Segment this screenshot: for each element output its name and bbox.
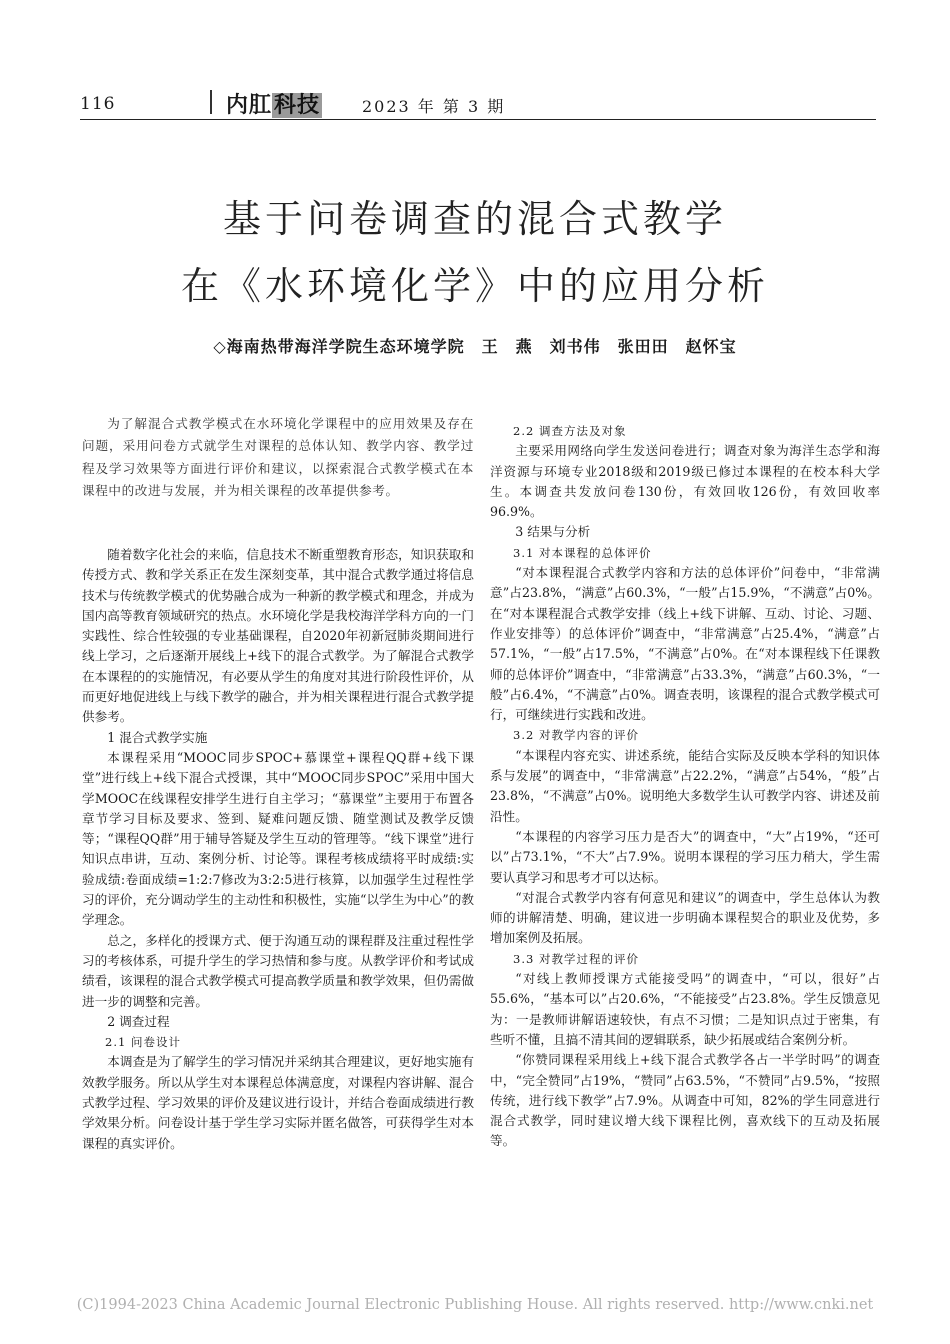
paragraph: “对本课程混合式教学内容和方法的总体评价”问卷中，“非常满意”占23.8%，“满意”占60.3%，“一般”占15.9%，“不满意”占0%。在“对本课程混合式教学安排（线上+线下讲解、互动、讨论、习题、作业安排等）的总体评价”调查中，“非常满意”占25.4%，“满意”占57.1%，“一般”占17.5%，“不满意”占0%。在“对本课程线下任课教师的总体评价”调查中，“非常满意”占33.3%，“满意”占60.3%，“一般”占6.4%，“不满意”占0%。调查表明，该课程的混合式教学模式可行，可继续进行实践和改进。 xyxy=(490,565,880,723)
header-rule xyxy=(80,119,876,121)
subsection-heading-3-1: 3.1 对本课程的总体评价 xyxy=(513,545,652,560)
paragraph: “本课程的内容学习压力是否大”的调查中，“大”占19%，“还可以”占73.1%，“不大”占7.9%。说明本课程的学习压力稍大，学生需要认真学习和思考才可以达标。 xyxy=(490,828,880,885)
subsection-heading-3-2: 3.2 对教学内容的评价 xyxy=(513,728,639,743)
section-heading-3: 3 结果与分析 xyxy=(515,524,591,540)
paragraph: “对线上教师授课方式能接受吗”的调查中，“可以，很好”占55.6%，“基本可以”占20.6%，“不能接受”占23.8%。学生反馈意见为：一是教师讲解语速较快，有点不习惯；二是知识点过于密集，有些听不懂，且搞不清其间的逻辑联系，缺少拓展或结合案例分析。 xyxy=(490,971,880,1047)
journal-issue: 2023 年 第 3 期 xyxy=(362,97,506,116)
section-heading-2: 2 调查过程 xyxy=(107,1013,170,1029)
journal-logo xyxy=(226,88,322,119)
journal-logo-right: 科技 xyxy=(274,93,321,118)
paragraph: “你赞同课程采用线上+线下混合式教学各占一半学时吗”的调查中，“完全赞同”占19%，“赞同”占63.5%，“不赞同”占9.5%，“按照传统，进行线下教学”占7.9%。从调查中可知，82%的学生同意进行混合式教学，同时建议增大线下课程比例，喜欢线下的互动及拓展等。 xyxy=(490,1052,880,1149)
copyright-watermark: (C)1994-2023 China Academic Journal Electronic Publishing House. All rights reserved. http://www.cnki.net xyxy=(76,1297,874,1313)
paragraph: 主要采用网络向学生发送问卷进行；调查对象为海洋生态学和海洋资源与环境专业2018级和2019级已修过本课程的在校本科大学生。本调查共发放问卷130份，有效回收126份，有效回收率96.9%。 xyxy=(490,443,880,520)
page-number: 116 xyxy=(80,94,116,114)
header-separator xyxy=(210,90,212,114)
paragraph: 本调查是为了解学生的学习情况并采纳其合理建议，更好地实施有效教学服务。所以从学生对本课程总体满意度，对课程内容讲解、混合式教学过程、学习效果的评价及建议进行设计，并结合卷面成绩进行教学效果分析。问卷设计基于学生学习实际并匿名做答，可获得学生对本课程的真实评价。 xyxy=(82,1054,474,1151)
journal-logo-left: 内肛 xyxy=(226,93,273,118)
subsection-heading-3-3: 3.3 对教学过程的评价 xyxy=(513,951,639,966)
subsection-heading-2-1: 2.1 问卷设计 xyxy=(105,1035,181,1050)
subsection-heading-2-2: 2.2 调查方法及对象 xyxy=(513,424,627,438)
article-title-line-1: 基于问卷调查的混合式教学 xyxy=(222,197,727,241)
paragraph: “对混合式教学内容有何意见和建议”的调查中，学生总体认为教师的讲解清楚、明确，建议进一步明确本课程契合的职业及优势，多增加案例及拓展。 xyxy=(490,889,880,946)
paragraph: “本课程内容充实、讲述系统，能结合实际及反映本学科的知识体系与发展”的调查中，“非常满意”占22.2%，“满意”占54%，“般”占23.8%，“不满意”占0%。说明绝大多数学生认可教学内容、讲述及前沿性。 xyxy=(490,747,880,824)
paragraph: 本课程采用“MOOC同步SPOC+慕课堂+课程QQ群+线下课堂”进行线上+线下混合式授课，其中“MOOC同步SPOC”采用中国大学MOOC在线课程安排学生进行自主学习；“慕课堂”主要用于布置各章节学习目标及要求、签到、疑难问题反馈、随堂测试及教学反馈等；“课程QQ群”用于辅导答疑及学生互动的管理等。“线下课堂”进行知识点串讲，互动、案例分析、讨论等。课程考核成绩将平时成绩:实验成绩:卷面成绩=1:2:7修改为3:2:5进行核算，以加强学生过程性学习的评价，充分调动学生的主动性和积极性，实施“以学生为中心”的教学理念。 xyxy=(82,749,474,928)
section-heading-1: 1 混合式教学实施 xyxy=(107,729,208,745)
left-column xyxy=(82,545,474,1154)
abstract: 为了解混合式教学模式在水环境化学课程中的应用效果及存在问题，采用问卷方式就学生对课程的总体认知、教学内容、教学过程及学习效果等方面进行评价和建议，以探索混合式教学模式在本课程中的改进与发展，并为相关课程的改革提供参考。 xyxy=(82,416,474,499)
paragraph: 总之，多样化的授课方式、便于沟通互动的课程群及注重过程性学习的考核体系，可提升学生的学习热情和参与度。从教学评价和考试成绩看，该课程的混合式教学模式可提高教学质量和教学效果，但仍需做进一步的调整和完善。 xyxy=(82,932,474,1009)
author-affiliation: ◇海南热带海洋学院生态环境学院 王 燕 刘书伟 张田田 赵怀宝 xyxy=(213,337,737,356)
intro-paragraph: 随着数字化社会的来临，信息技术不断重塑教育形态，知识获取和传授方式、教和学关系正在发生深刻变革，其中混合式教学通过将信息技术与传统教学模式的优势融合成为一种新的教学模式和理念，并成为国内高等教育领域研究的热点。水环境化学是我校海洋学科方向的一门实践性、综合性较强的专业基础课程，自2020年初新冠肺炎期间进行线上学习，之后逐渐开展线上+线下的混合式教学。为了解混合式教学在本课程的的实施情况，有必要从学生的角度对其进行阶段性评价，从而更好地促进线上与线下教学的融合，并为相关课程进行混合式教学提供参考。 xyxy=(82,547,474,725)
article-title-line-2: 在《水环境化学》中的应用分析 xyxy=(180,264,769,308)
running-header xyxy=(80,86,876,120)
right-column xyxy=(490,421,880,1152)
